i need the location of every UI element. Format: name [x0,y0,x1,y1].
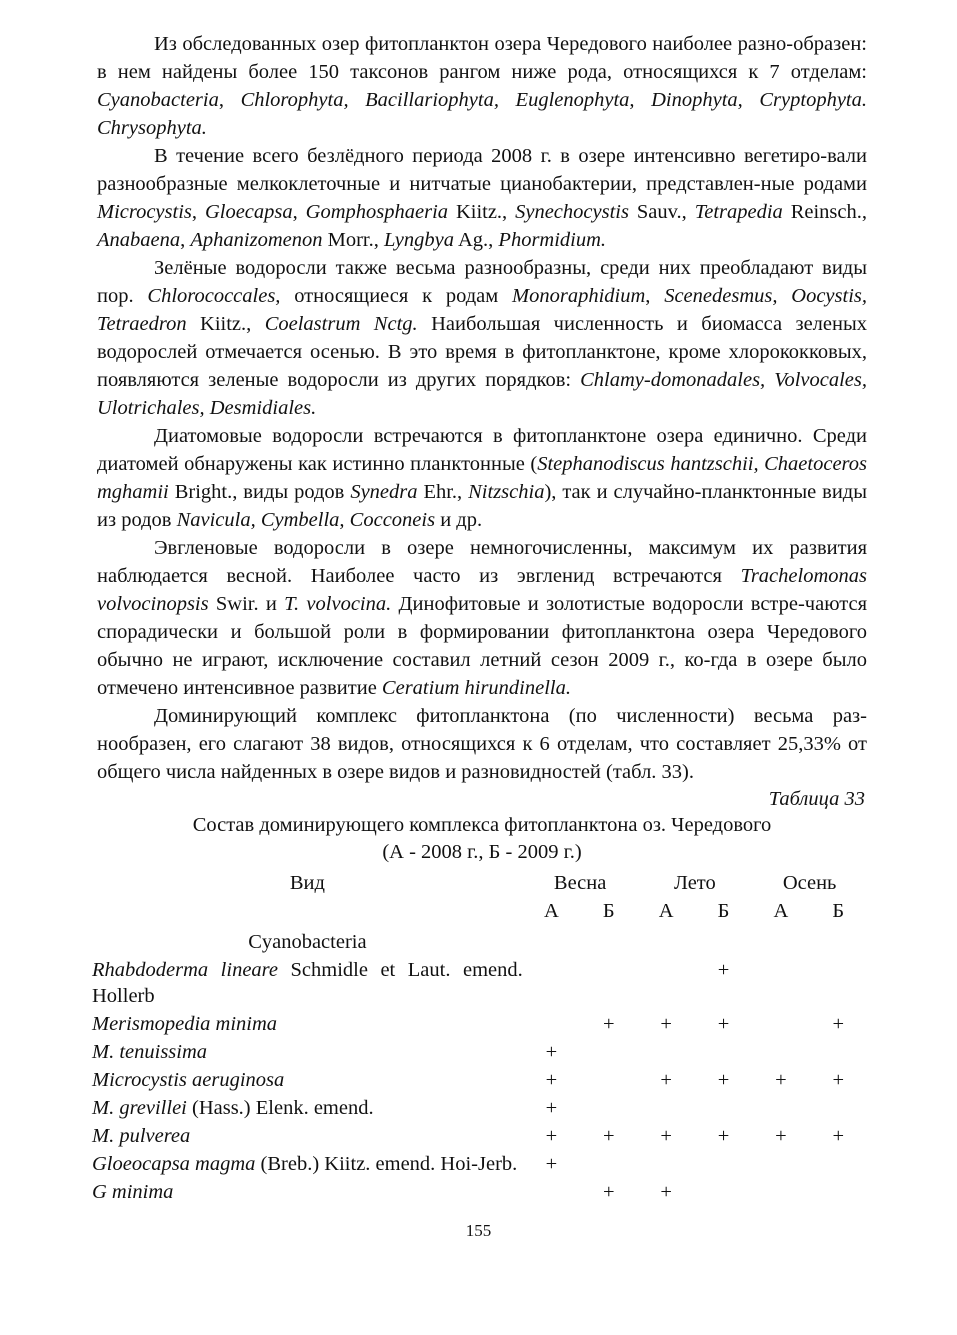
presence-mark: + [717,1125,730,1147]
presence-mark [637,1094,694,1122]
presence-mark: + [775,1125,787,1147]
column-header-autumn: Осень [782,872,837,894]
italic-taxon: G minima [92,1181,174,1203]
presence-mark [752,1010,809,1038]
paragraph [97,142,867,254]
text-run: , [292,201,306,223]
presence-mark: + [603,1013,615,1035]
presence-mark [523,956,580,1010]
text-run: , [180,229,191,251]
table-row [92,1178,867,1206]
presence-mark [637,956,694,1010]
presence-mark: + [832,1013,845,1035]
text-run: , [645,285,665,307]
italic-taxon: Scenedesmus, Oocystis, Tetraedron [97,285,867,335]
presence-mark [695,1038,752,1066]
italic-taxon: M. tenuissima [92,1041,208,1063]
italic-taxon: Chlamy-domonadales, Volvocales, Ulotrichales, Desmidiales. [97,369,868,419]
subheader-b: Б [832,900,845,922]
table-row [92,1066,867,1094]
presence-mark [810,1178,867,1206]
presence-mark: + [660,1125,672,1147]
column-header-summer: Лето [673,872,716,894]
presence-mark [810,1094,867,1122]
table-title: Состав доминирующего комплекса фитопланктона оз. Чередового [192,814,772,836]
text-run: Доминирующий комплекс фитопланктона (по численности) весьма раз-нообразен, его слагают 38 видов, относящихся к 6 отделам, что составляет 25,33% от общего числа найденных в озере видов и разновидностей (табл. 33). [97,705,867,783]
paragraph [97,422,867,534]
text-run: Динофитовые и золотистые водоросли встре-чаются спорадически и большой роли в формировании фитопланктона озера Чередового обычно не играют, исключение составил летний сезон 2009 г., ко-гда в озере было отмечено интенсивное развитие [97,593,867,699]
text-run: , [191,201,205,223]
species-name [92,1094,523,1122]
presence-mark [752,1178,809,1206]
column-header-spring: Весна [553,872,607,894]
presence-mark: + [832,1069,845,1091]
page-content [92,30,868,1206]
italic-taxon: Phormidium. [498,229,607,251]
italic-taxon: Microcystis [97,201,192,223]
italic-taxon: Tetrapedia [694,201,783,223]
italic-taxon: T. volvocina. [284,593,392,615]
table-row [92,956,867,1010]
italic-taxon: Merismopedia minima [92,1013,278,1035]
paragraph [97,254,867,422]
italic-taxon: Cyanobacteria [97,89,219,111]
subheader-a: А [773,900,789,922]
text-run: Reinsch., [782,201,868,223]
presence-mark: + [603,1125,615,1147]
presence-mark [580,1150,637,1178]
italic-taxon: Ceratium hirundinella. [381,677,571,699]
species-name [92,956,523,1010]
italic-taxon: Chlorophyta, Bacillariophyta, Euglenophyta, Dinophyta, Cryptophyta. Chrysophyta. [97,89,868,139]
presence-mark [580,1038,637,1066]
text-run: ), так и случайно-планктонные виды из родов [97,481,868,531]
presence-mark [752,956,809,1010]
presence-mark [695,1150,752,1178]
presence-mark: + [545,1153,558,1175]
text-run: Sauv., [628,201,695,223]
presence-mark: + [717,1069,730,1091]
subheader-a: А [544,900,559,922]
presence-mark [523,1010,580,1038]
table-row [92,1038,867,1066]
italic-taxon: Gloecapsa [204,201,293,223]
text-run: относящиеся к родам [280,285,513,307]
italic-taxon: Gomphosphaeria [305,201,449,223]
presence-mark [810,956,867,1010]
paragraph [97,534,867,702]
italic-taxon: Coelastrum Nctg. [264,313,418,335]
presence-mark [810,1150,867,1178]
italic-taxon: M. grevillei [92,1097,187,1119]
species-name [92,1010,523,1038]
presence-mark [695,1178,752,1206]
presence-mark [580,1066,637,1094]
text-run: , [218,89,241,111]
group-heading: Cyanobacteria [248,931,367,953]
presence-mark [637,1038,694,1066]
presence-mark [695,1094,752,1122]
italic-taxon: Nitzschia [468,481,545,503]
italic-taxon: Microcystis aeruginosa [92,1069,285,1091]
text-run: В течение всего безлёдного периода 2008 г. в озере интенсивно вегетиро-вали разнообразные мелкоклеточные и нитчатые цианобактерии, представлен-ные родами [97,145,867,195]
italic-taxon: Navicula, Cymbella, Cocconeis [176,509,436,531]
subheader-a: А [658,900,674,922]
table-row [92,1122,867,1150]
presence-mark: + [545,1125,558,1147]
italic-taxon: Anabaena [97,229,181,251]
column-header-species: Вид [289,872,325,894]
species-name [92,1150,523,1178]
presence-mark [523,1178,580,1206]
presence-mark: + [603,1181,615,1203]
presence-mark [580,956,637,1010]
text-run: Из обследованных озер фитопланктон озера Чередового наиболее разно-образен: в нем найдены более 150 таксонов рангом ниже рода, относящихся к 7 отделам: [97,33,867,83]
presence-mark [752,1038,809,1066]
italic-taxon: Chlorococcales, [147,285,281,307]
presence-mark: + [545,1069,558,1091]
text-run: Зелёные водоросли также весьма разнообразны, среди них преобладают виды пор. [97,257,867,307]
text-run: Ehr., [417,481,469,503]
presence-mark [810,1038,867,1066]
presence-mark: + [545,1097,558,1119]
italic-taxon: Gloeocapsa magma [92,1153,256,1175]
italic-taxon: Monoraphidium [512,285,646,307]
table-subtitle: (А - 2008 г., Б - 2009 г.) [382,841,582,863]
presence-mark: + [660,1069,672,1091]
presence-mark: + [775,1069,787,1091]
table-row [92,1150,867,1178]
presence-mark: + [717,959,730,981]
text-run: Kiitz., [448,201,516,223]
dominant-complex-table [92,872,867,1206]
italic-taxon: Synechocystis [515,201,629,223]
presence-mark: + [832,1125,845,1147]
text-run: Ag., [453,229,499,251]
subheader-b: Б [602,900,615,922]
italic-taxon: Aphanizomenon [190,229,323,251]
paragraph [97,30,867,142]
text-run: и др. [435,509,483,531]
species-name [92,1038,523,1066]
text-run: Kiitz., [186,313,265,335]
table-label: Таблица 33 [768,788,865,810]
species-name [92,1122,523,1150]
species-name [92,1178,523,1206]
italic-taxon: Synedra [350,481,418,503]
presence-mark [752,1150,809,1178]
text-run: Диатомовые водоросли встречаются в фитопланктоне озера единично. Среди диатомей обнаружены как истинно планктонные ( [97,425,867,475]
text-run: (Hass.) Elenk. emend. [186,1097,374,1119]
paragraph [97,702,867,786]
presence-mark: + [545,1041,558,1063]
page-number: 155 [465,1221,492,1240]
presence-mark [752,1094,809,1122]
text-run: Morr., [322,229,384,251]
table-row [92,1094,867,1122]
italic-taxon: M. pulverea [92,1125,191,1147]
species-name [92,1066,523,1094]
presence-mark [580,1094,637,1122]
subheader-b: Б [717,900,730,922]
text-run: Bright., виды родов [168,481,351,503]
text-run: Swir. и [208,593,285,615]
body-text [97,30,867,786]
table-row [92,1010,867,1038]
text-run: (Breb.) Kiitz. emend. Hoi-Jerb. [255,1153,518,1175]
presence-mark: + [717,1013,730,1035]
presence-mark: + [660,1013,672,1035]
presence-mark: + [660,1181,672,1203]
text-run: Эвгленовые водоросли в озере немногочисленны, максимум их развития наблюдается весной. Наиболее часто из эвгленид встречаются [97,537,867,587]
presence-mark [637,1150,694,1178]
italic-taxon: Trachelomonas volvocinopsis [97,565,867,615]
italic-taxon: Lyngbya [383,229,454,251]
text-run: Наибольшая численность и биомасса зеленых водорослей отмечается осенью. В это время в фитопланктоне, кроме хлорококковых, появляются зеленые водоросли из других порядков: [97,313,867,391]
italic-taxon: Stephanodiscus hantzschii, Chaetoceros mghamii [97,453,867,503]
italic-taxon: Rhabdoderma lineare [92,959,278,981]
text-run: Schmidle et Laut. emend. Hollerb [92,959,523,1007]
